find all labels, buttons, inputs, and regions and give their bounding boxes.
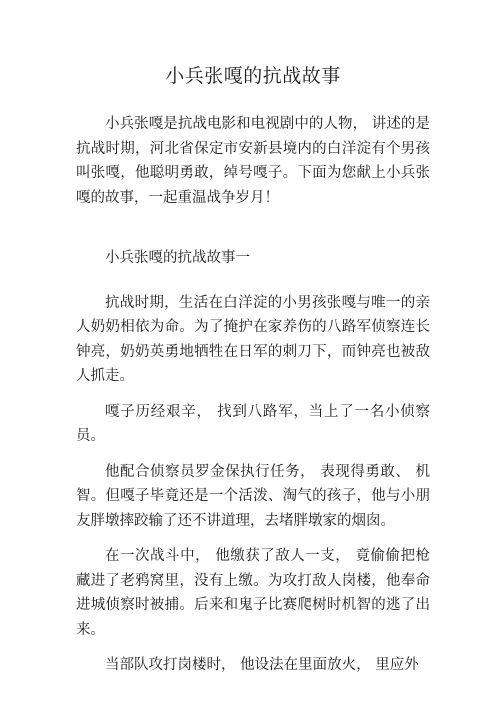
body-paragraph-3: 他配合侦察员罗金保执行任务， 表现得勇敢、 机智。但嘎子毕竟还是一个活泼、淘气的孩子，他与小朋友胖墩摔跤输了还不讲道理，去堵胖墩家的烟囱。 [76,463,430,529]
body-paragraph-5: 当部队攻打岗楼时， 他设法在里面放火， 里应外 [105,657,419,673]
section-heading: 小兵张嘎的抗战故事一 [105,250,250,266]
document-title: 小兵张嘎的抗战故事 [165,65,341,87]
body-paragraph-4: 在一次战斗中， 他缴获了敌人一支， 竟偷偷把枪藏进了老鸦窝里，没有上缴。为攻打敌人岗楼，他奉命进城侦察时被捕。后来和鬼子比赛爬树时机智的逃了出来。 [76,548,430,638]
intro-paragraph: 小兵张嘎是抗战电影和电视剧中的人物， 讲述的是抗战时期，河北省保定市安新县境内的白洋淀有个男孩叫张嘎，他聪明勇敢，绰号嘎子。下面为您献上小兵张嘎的故事，一起重温战争岁月！ [76,116,430,206]
body-paragraph-2: 嘎子历经艰辛， 找到八路军，当上了一名小侦察员。 [76,403,430,444]
body-paragraph-1: 抗战时期，生活在白洋淀的小男孩张嘎与唯一的亲人奶奶相依为命。为了掩护在家养伤的八路军侦察连长钟亮，奶奶英勇地牺牲在日军的刺刀下，而钟亮也被敌人抓走。 [76,294,430,384]
